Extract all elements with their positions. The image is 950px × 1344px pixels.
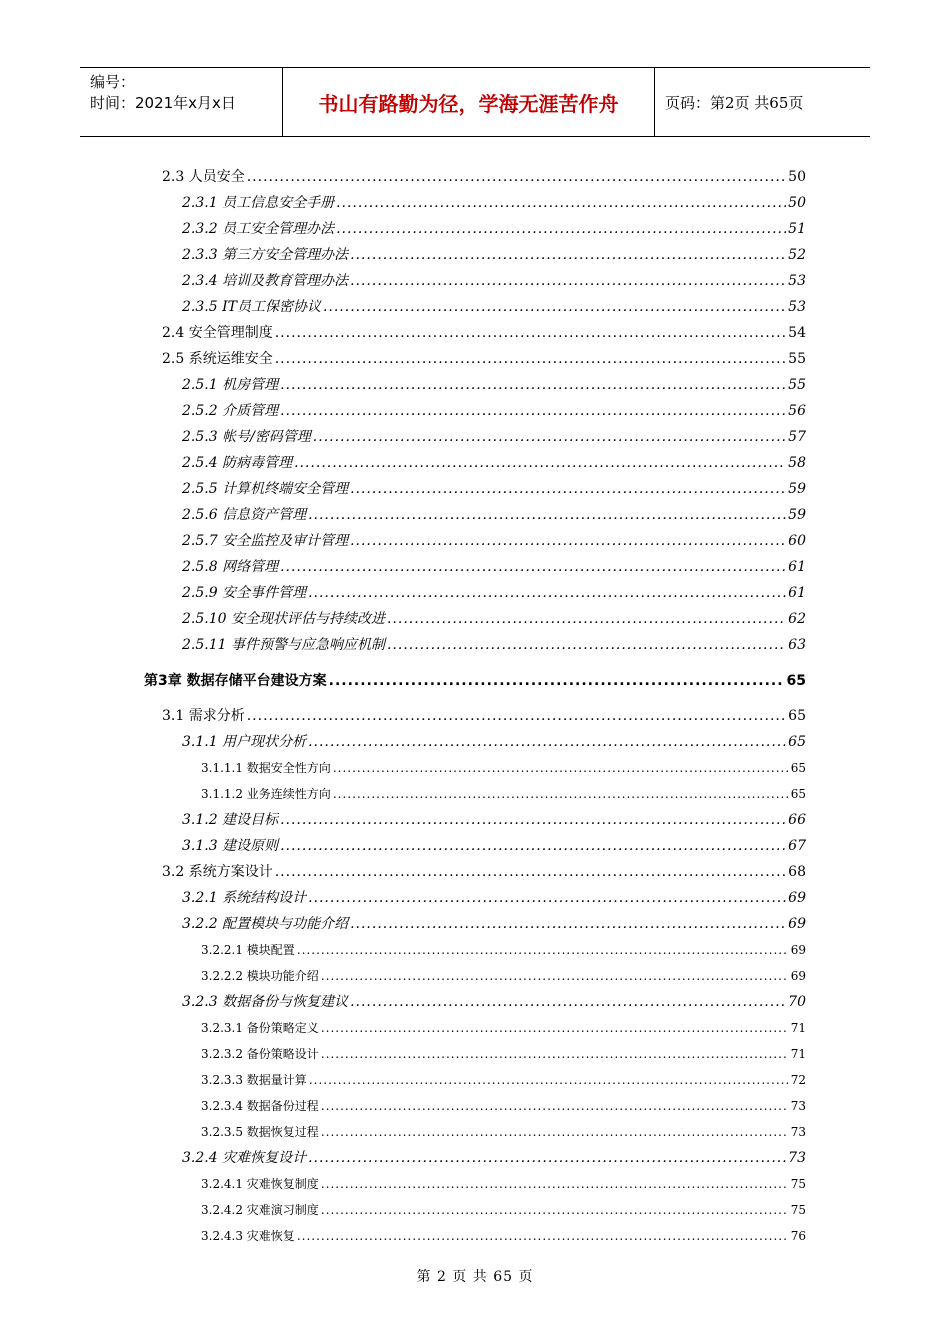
- document-time-label: 时间：2021年x月x日: [90, 94, 236, 112]
- toc-entry-title: 3.2.3.3 数据量计算: [201, 1073, 307, 1087]
- toc-entry-title: 3.2.3.2 备份策略设计: [201, 1047, 319, 1061]
- toc-leader-dots: [321, 1044, 789, 1064]
- toc-entry-page: 71: [790, 1047, 806, 1061]
- toc-entry-title: 2.5.6 信息资产管理: [182, 507, 307, 523]
- toc-leader-dots: [294, 453, 786, 473]
- toc-leader-dots: [297, 940, 789, 960]
- header-meta: [80, 68, 282, 136]
- toc-leader-dots: [247, 167, 786, 187]
- toc-entry-title: 3.2.3.4 数据备份过程: [201, 1099, 319, 1113]
- toc-entry-title: 3.1 需求分析: [162, 708, 245, 724]
- toc-leader-dots: [297, 1226, 789, 1246]
- toc-leader-dots: [247, 706, 786, 726]
- toc-entry-page: 59: [788, 507, 806, 523]
- toc-entry-page: 63: [788, 637, 806, 653]
- toc-entry-page: 69: [790, 969, 806, 983]
- toc-leader-dots: [387, 635, 786, 655]
- toc-entry[interactable]: [182, 193, 806, 213]
- toc-leader-dots: [308, 888, 786, 908]
- toc-entry-title: 3.2.4.2 灾难演习制度: [201, 1203, 319, 1217]
- toc-entry-page: 52: [788, 247, 806, 263]
- toc-entry-page: 69: [790, 943, 806, 957]
- toc-leader-dots: [350, 914, 786, 934]
- toc-leader-dots: [321, 1096, 789, 1116]
- toc-entry-title: 3.2.2.1 模块配置: [201, 943, 295, 957]
- toc-entry[interactable]: [201, 1122, 806, 1142]
- header-page-info: 页码：第2页 共65页: [665, 93, 804, 112]
- page-footer: 第 2 页 共 65 页: [416, 1269, 534, 1285]
- toc-leader-dots: [321, 1122, 789, 1142]
- toc-entry-title: 2.3.4 培训及教育管理办法: [182, 273, 349, 289]
- toc-entry-page: 62: [788, 611, 806, 627]
- toc-entry-page: 66: [788, 812, 806, 828]
- toc-entry[interactable]: [182, 297, 806, 317]
- toc-entry-title: 2.5.3 帐号/密码管理: [182, 429, 311, 445]
- toc-entry-title: 3.2.4 灾难恢复设计: [182, 1150, 307, 1166]
- toc-entry-page: 76: [790, 1229, 806, 1243]
- toc-entry[interactable]: [162, 349, 806, 369]
- toc-entry[interactable]: [201, 1070, 806, 1090]
- toc-entry-title: 2.5 系统运维安全: [162, 351, 273, 367]
- toc-leader-dots: [308, 1148, 786, 1168]
- toc-entry[interactable]: [201, 1044, 806, 1064]
- toc-entry-title: 2.5.11 事件预警与应急响应机制: [182, 637, 385, 653]
- toc-entry[interactable]: [201, 1018, 806, 1038]
- document-number-label: 编号：: [90, 73, 136, 91]
- toc-entry-title: 3.2.4.3 灾难恢复: [201, 1229, 295, 1243]
- toc-leader-dots: [321, 1018, 789, 1038]
- toc-leader-dots: [280, 557, 786, 577]
- toc-entry[interactable]: [182, 531, 806, 551]
- toc-entry[interactable]: [162, 862, 806, 882]
- toc-entry[interactable]: [162, 706, 806, 726]
- toc-leader-dots: [321, 1174, 789, 1194]
- toc-leader-dots: [323, 297, 786, 317]
- toc-entry-title: 3.1.2 建设目标: [182, 812, 279, 828]
- toc-entry[interactable]: [182, 505, 806, 525]
- toc-entry-title: 2.3.1 员工信息安全手册: [182, 195, 335, 211]
- toc-entry[interactable]: [182, 245, 806, 265]
- toc-entry-page: 65: [790, 761, 806, 775]
- toc-entry[interactable]: [201, 1096, 806, 1116]
- toc-leader-dots: [275, 349, 786, 369]
- toc-entry-page: 67: [788, 838, 806, 854]
- toc-leader-dots: [313, 427, 786, 447]
- toc-entry-title: 2.5.5 计算机终端安全管理: [182, 481, 349, 497]
- toc-entry-title: 第3章 数据存储平台建设方案: [144, 673, 327, 689]
- header-motto: 书山有路勤为径，学海无涯苦作舟: [282, 68, 655, 136]
- toc-entry[interactable]: [162, 167, 806, 187]
- toc-leader-dots: [336, 193, 786, 213]
- toc-entry-page: 60: [788, 533, 806, 549]
- toc-entry-title: 2.5.1 机房管理: [182, 377, 279, 393]
- toc-leader-dots: [350, 531, 786, 551]
- toc-leader-dots: [275, 862, 786, 882]
- toc-leader-dots: [350, 479, 786, 499]
- toc-entry[interactable]: [201, 966, 806, 986]
- toc-entry[interactable]: [201, 1226, 806, 1246]
- toc-leader-dots: [336, 219, 786, 239]
- toc-entry-page: 53: [788, 273, 806, 289]
- toc-leader-dots: [308, 505, 786, 525]
- toc-leader-dots: [329, 671, 785, 691]
- toc-leader-dots: [350, 271, 786, 291]
- toc-entry-page: 73: [790, 1099, 806, 1113]
- toc-entry-page: 70: [788, 994, 806, 1010]
- page-header: [80, 67, 870, 137]
- toc-entry-title: 3.2.4.1 灾难恢复制度: [201, 1177, 319, 1191]
- toc-leader-dots: [333, 784, 789, 804]
- toc-entry[interactable]: [182, 810, 806, 830]
- toc-entry[interactable]: [162, 323, 806, 343]
- toc-entry-page: 53: [788, 299, 806, 315]
- toc-entry[interactable]: [182, 557, 806, 577]
- toc-entry-page: 55: [788, 351, 806, 367]
- toc-leader-dots: [308, 732, 786, 752]
- toc-entry-page: 50: [788, 195, 806, 211]
- toc-entry-page: 59: [788, 481, 806, 497]
- toc-entry-page: 65: [790, 787, 806, 801]
- toc-entry-page: 73: [788, 1150, 806, 1166]
- toc-entry[interactable]: [182, 635, 806, 655]
- toc-entry[interactable]: [182, 401, 806, 421]
- toc-entry[interactable]: [201, 758, 806, 778]
- toc-entry-title: 2.3.2 员工安全管理办法: [182, 221, 335, 237]
- toc-leader-dots: [280, 375, 786, 395]
- toc-entry[interactable]: [201, 940, 806, 960]
- toc-entry-page: 54: [788, 325, 806, 341]
- toc-entry[interactable]: [182, 583, 806, 603]
- toc-entry-page: 65: [788, 708, 806, 724]
- toc-entry-title: 2.5.10 安全现状评估与持续改进: [182, 611, 385, 627]
- toc-entry[interactable]: [201, 1200, 806, 1220]
- toc-entry[interactable]: [144, 671, 806, 691]
- toc-entry-page: 55: [788, 377, 806, 393]
- toc-leader-dots: [308, 583, 786, 603]
- toc-entry-title: 3.2.3.1 备份策略定义: [201, 1021, 319, 1035]
- toc-leader-dots: [350, 992, 786, 1012]
- toc-entry-page: 58: [788, 455, 806, 471]
- toc-leader-dots: [280, 836, 786, 856]
- toc-leader-dots: [321, 1200, 789, 1220]
- toc-entry[interactable]: [182, 271, 806, 291]
- toc-entry-page: 69: [788, 890, 806, 906]
- toc-entry-title: 3.2 系统方案设计: [162, 864, 273, 880]
- toc-entry[interactable]: [182, 836, 806, 856]
- toc-entry-title: 2.5.8 网络管理: [182, 559, 279, 575]
- toc-entry-page: 65: [788, 734, 806, 750]
- toc-entry-page: 72: [790, 1073, 806, 1087]
- toc-entry-page: 57: [788, 429, 806, 445]
- toc-entry[interactable]: [182, 992, 806, 1012]
- toc-entry-title: 2.3.3 第三方安全管理办法: [182, 247, 349, 263]
- toc-leader-dots: [387, 609, 786, 629]
- toc-leader-dots: [333, 758, 789, 778]
- toc-entry[interactable]: [182, 219, 806, 239]
- toc-entry-title: 2.5.4 防病毒管理: [182, 455, 293, 471]
- toc-leader-dots: [321, 966, 789, 986]
- toc-entry-page: 61: [788, 585, 806, 601]
- toc-entry[interactable]: [182, 1148, 806, 1168]
- toc-entry-title: 2.4 安全管理制度: [162, 325, 273, 341]
- toc-leader-dots: [275, 323, 786, 343]
- toc-leader-dots: [280, 810, 786, 830]
- toc-entry-title: 2.3 人员安全: [162, 169, 245, 185]
- toc-entry[interactable]: [182, 427, 806, 447]
- toc-entry-title: 3.2.3 数据备份与恢复建议: [182, 994, 349, 1010]
- toc-entry-title: 2.5.2 介质管理: [182, 403, 279, 419]
- toc-entry-title: 3.1.1.1 数据安全性方向: [201, 761, 331, 775]
- toc-entry-page: 68: [788, 864, 806, 880]
- toc-entry-title: 2.5.9 安全事件管理: [182, 585, 307, 601]
- toc-entry-title: 3.2.2.2 模块功能介绍: [201, 969, 319, 983]
- toc-leader-dots: [280, 401, 786, 421]
- toc-entry-page: 75: [790, 1177, 806, 1191]
- toc-entry-title: 3.1.1 用户现状分析: [182, 734, 307, 750]
- toc-entry-title: 3.2.2 配置模块与功能介绍: [182, 916, 349, 932]
- toc-entry-page: 73: [790, 1125, 806, 1139]
- toc-entry-title: 3.2.1 系统结构设计: [182, 890, 307, 906]
- toc-entry[interactable]: [182, 375, 806, 395]
- toc-entry-page: 69: [788, 916, 806, 932]
- toc-entry-page: 51: [788, 221, 806, 237]
- toc-entry-page: 56: [788, 403, 806, 419]
- toc-entry[interactable]: [201, 784, 806, 804]
- toc-entry-title: 3.1.1.2 业务连续性方向: [201, 787, 331, 801]
- toc-entry[interactable]: [201, 1174, 806, 1194]
- toc-entry-page: 71: [790, 1021, 806, 1035]
- toc-entry[interactable]: [182, 914, 806, 934]
- toc-leader-dots: [309, 1070, 789, 1090]
- toc-entry[interactable]: [182, 609, 806, 629]
- toc-entry[interactable]: [182, 479, 806, 499]
- toc-entry[interactable]: [182, 732, 806, 752]
- toc-entry-title: 2.5.7 安全监控及审计管理: [182, 533, 349, 549]
- toc-entry[interactable]: [182, 453, 806, 473]
- toc-entry-title: 2.3.5 IT员工保密协议: [182, 299, 321, 315]
- toc-entry[interactable]: [182, 888, 806, 908]
- toc-leader-dots: [350, 245, 786, 265]
- toc-entry-page: 61: [788, 559, 806, 575]
- toc-entry-title: 3.1.3 建设原则: [182, 838, 279, 854]
- toc-entry-page: 75: [790, 1203, 806, 1217]
- toc-entry-page: 50: [788, 169, 806, 185]
- toc-entry-title: 3.2.3.5 数据恢复过程: [201, 1125, 319, 1139]
- toc-entry-page: 65: [786, 673, 806, 689]
